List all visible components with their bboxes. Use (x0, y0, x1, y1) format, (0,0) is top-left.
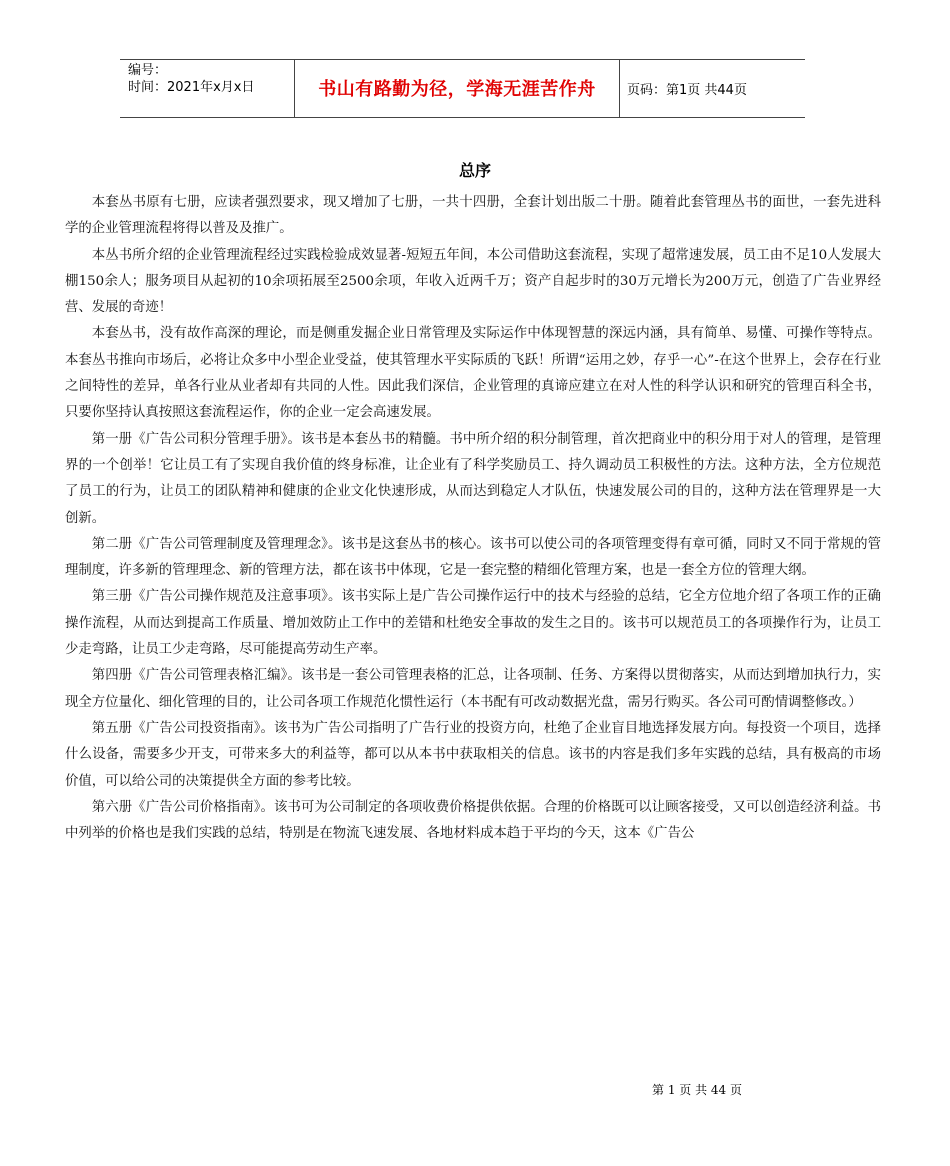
document-title: 总序 (458, 161, 491, 180)
document-body (65, 190, 881, 847)
paragraph: 第五册《广告公司投资指南》。该书为广告公司指明了广告行业的投资方向，杜绝了企业盲目地选择发展方向。每投资一个项目，选择什么设备，需要多少开支，可带来多大的利益等，都可以从本书中获取相关的信息。该书的内容是我们多年实践的总结，具有极高的市场价值，可以给公司的决策提供全方面的参考比较。 (65, 720, 881, 789)
header-page-code: 页码：第1页 共44页 (627, 82, 747, 98)
header-info (128, 62, 293, 96)
paragraph: 本套丛书，没有故作高深的理论，而是侧重发掘企业日常管理及实际运作中体现智慧的深远内涵，具有简单、易懂、可操作等特点。本套丛书推向市场后，必将让众多中小型企业受益，使其管理水平实际质的飞跃！所谓“运用之妙，存乎一心”-在这个世界上，会存在行业之间特性的差异，单各行业从业者却有共同的人性。因此我们深信，企业管理的真谛应建立在对人性的科学认识和研究的管理百科全书，只要你坚持认真按照这套流程运作，你的企业一定会高速发展。 (65, 326, 881, 421)
header-number-label: 编号： (128, 63, 168, 78)
paragraph: 第三册《广告公司操作规范及注意事项》。该书实际上是广告公司操作运行中的技术与经验的总结，它全方位地介绍了各项工作的正确操作流程，从而达到提高工作质量、增加效防止工作中的差错和杜绝安全事故的发生之目的。该书可以规范员工的各项操作行为，让员工少走弯路，让员工少走弯路，尽可能提高劳动生产率。 (65, 589, 881, 658)
header-time-label: 时间：2021年x月x日 (128, 80, 255, 95)
paragraph: 第四册《广告公司管理表格汇编》。该书是一套公司管理表格的汇总，让各项制、任务、方案得以贯彻落实，从而达到增加执行力，实现全方位量化、细化管理的目的，让公司各项工作规范化惯性运行（本书配有可改动数据光盘，需另行购买。各公司可酌情调整修改。） (65, 668, 881, 710)
paragraph: 第二册《广告公司管理制度及管理理念》。该书是这套丛书的核心。该书可以使公司的各项管理变得有章可循，同时又不同于常规的管理制度，许多新的管理理念、新的管理方法，都在该书中体现，它是一套完整的精细化管理方案，也是一套全方位的管理大纲。 (65, 536, 881, 579)
page-footer: 第 1 页 共 44 页 (652, 1083, 742, 1097)
header-divider-right (619, 59, 620, 117)
paragraph: 本丛书所介绍的企业管理流程经过实践检验成效显著-短短五年间，本公司借助这套流程，实现了超常速发展，员工由不足10人发展大棚150余人；服务项目从起初的10余项拓展至2500余项，年收入近两千万；资产自起步时的30万元增长为200万元，创造了广告业界经营、发展的奇迹！ (65, 247, 881, 316)
header-motto: 书山有路勤为径，学海无涯苦作舟 (318, 79, 596, 100)
paragraph: 第六册《广告公司价格指南》。该书可为公司制定的各项收费价格提供依据。合理的价格既可以让顾客接受，又可以创造经济利益。书中列举的价格也是我们实践的总结，特别是在物流飞速发展、各地材料成本趋于平均的今天，这本《广告公 (65, 799, 881, 842)
header-bottom-rule (120, 117, 805, 118)
paragraph: 本套丛书原有七册，应读者强烈要求，现又增加了七册，一共十四册，全套计划出版二十册。随着此套管理丛书的面世，一套先进科学的企业管理流程将得以普及及推广。 (65, 195, 881, 237)
paragraph: 第一册《广告公司积分管理手册》。该书是本套丛书的精髓。书中所介绍的积分制管理，首次把商业中的积分用于对人的管理，是管理界的一个创举！它让员工有了实现自我价值的终身标准，让企业有了科学奖励员工、持久调动员工积极性的方法。这种方法，全方位规范了员工的行为，让员工的团队精神和健康的企业文化快速形成，从而达到稳定人才队伍，快速发展公司的目的，这种方法在管理界是一大创新。 (65, 431, 881, 526)
